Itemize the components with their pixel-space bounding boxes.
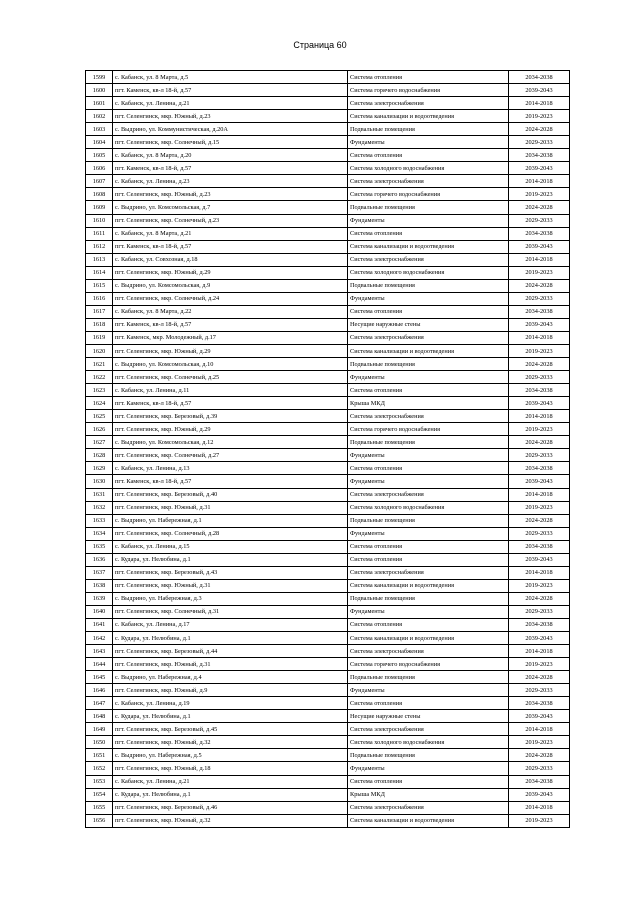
- table-row: [86, 553, 570, 566]
- system-cell: Система холодного водоснабжения: [348, 736, 509, 749]
- table-body: [86, 71, 570, 828]
- period-cell: 2034-2038: [509, 305, 570, 318]
- period-cell: 2024-2028: [509, 279, 570, 292]
- row-number: 1625: [86, 410, 113, 423]
- period-cell: 2039-2043: [509, 162, 570, 175]
- period-cell: 2039-2043: [509, 318, 570, 331]
- table-row: [86, 358, 570, 371]
- row-number: 1614: [86, 266, 113, 279]
- address-cell: с. Кудара, ул. Нелюбина, д.1: [113, 632, 348, 645]
- table-row: [86, 645, 570, 658]
- table-row: [86, 136, 570, 149]
- address-cell: пгт. Селенгинск, мкр. Южный, д.29: [113, 423, 348, 436]
- address-cell: с. Кабанск, ул. 8 Марта, д.20: [113, 149, 348, 162]
- address-cell: с. Кабанск, ул. Ленина, д.11: [113, 384, 348, 397]
- period-cell: 2029-2033: [509, 527, 570, 540]
- address-cell: с. Выдрино, ул. Коммунистическая, д.20А: [113, 123, 348, 136]
- row-number: 1647: [86, 697, 113, 710]
- row-number: 1632: [86, 501, 113, 514]
- system-cell: Система отопления: [348, 775, 509, 788]
- row-number: 1622: [86, 371, 113, 384]
- row-number: 1644: [86, 658, 113, 671]
- address-cell: с. Выдрино, ул. Комсомольская, д.10: [113, 358, 348, 371]
- period-cell: 2029-2033: [509, 371, 570, 384]
- row-number: 1631: [86, 488, 113, 501]
- row-number: 1641: [86, 618, 113, 631]
- row-number: 1654: [86, 788, 113, 801]
- system-cell: Фундаменты: [348, 371, 509, 384]
- system-cell: Система канализации и водоотведения: [348, 344, 509, 357]
- table-row: [86, 410, 570, 423]
- address-cell: с. Выдрино, ул. Набережная, д.1: [113, 514, 348, 527]
- row-number: 1617: [86, 305, 113, 318]
- system-cell: Подвальные помещения: [348, 671, 509, 684]
- table-row: [86, 305, 570, 318]
- period-cell: 2019-2023: [509, 266, 570, 279]
- table-row: [86, 449, 570, 462]
- system-cell: Подвальные помещения: [348, 514, 509, 527]
- address-cell: с. Выдрино, ул. Комсомольская, д.12: [113, 436, 348, 449]
- system-cell: Подвальные помещения: [348, 436, 509, 449]
- period-cell: 2034-2038: [509, 775, 570, 788]
- row-number: 1621: [86, 358, 113, 371]
- system-cell: Система горячего водоснабжения: [348, 188, 509, 201]
- address-cell: пгт. Селенгинск, мкр. Солнечный, д.15: [113, 136, 348, 149]
- row-number: 1623: [86, 384, 113, 397]
- row-number: 1613: [86, 253, 113, 266]
- period-cell: 2034-2038: [509, 149, 570, 162]
- period-cell: 2039-2043: [509, 553, 570, 566]
- period-cell: 2019-2023: [509, 344, 570, 357]
- period-cell: 2039-2043: [509, 84, 570, 97]
- row-number: 1634: [86, 527, 113, 540]
- period-cell: 2029-2033: [509, 605, 570, 618]
- system-cell: Система электроснабжения: [348, 331, 509, 344]
- address-cell: пгт. Каменск, кв-л 18-й, д.57: [113, 318, 348, 331]
- system-cell: Система электроснабжения: [348, 97, 509, 110]
- address-cell: с. Кудара, ул. Нелюбина, д.1: [113, 710, 348, 723]
- period-cell: 2019-2023: [509, 110, 570, 123]
- period-cell: 2024-2028: [509, 749, 570, 762]
- system-cell: Система канализации и водоотведения: [348, 814, 509, 827]
- table-row: [86, 110, 570, 123]
- table-row: [86, 775, 570, 788]
- period-cell: 2024-2028: [509, 358, 570, 371]
- row-number: 1639: [86, 592, 113, 605]
- system-cell: Система электроснабжения: [348, 801, 509, 814]
- system-cell: Система отопления: [348, 71, 509, 84]
- row-number: 1608: [86, 188, 113, 201]
- row-number: 1649: [86, 723, 113, 736]
- address-cell: пгт. Селенгинск, мкр. Солнечный, д.24: [113, 292, 348, 305]
- system-cell: Система электроснабжения: [348, 566, 509, 579]
- row-number: 1618: [86, 318, 113, 331]
- row-number: 1637: [86, 566, 113, 579]
- system-cell: Фундаменты: [348, 762, 509, 775]
- table-row: [86, 331, 570, 344]
- period-cell: 2019-2023: [509, 188, 570, 201]
- table-row: [86, 592, 570, 605]
- system-cell: Система электроснабжения: [348, 175, 509, 188]
- address-cell: пгт. Селенгинск, мкр. Солнечный, д.27: [113, 449, 348, 462]
- row-number: 1656: [86, 814, 113, 827]
- period-cell: 2034-2038: [509, 384, 570, 397]
- period-cell: 2034-2038: [509, 540, 570, 553]
- system-cell: Система отопления: [348, 618, 509, 631]
- system-cell: Система холодного водоснабжения: [348, 501, 509, 514]
- address-cell: пгт. Каменск, кв-л 18-й, д.57: [113, 475, 348, 488]
- period-cell: 2014-2018: [509, 645, 570, 658]
- table-row: [86, 344, 570, 357]
- table-row: [86, 749, 570, 762]
- address-cell: пгт. Селенгинск, мкр. Южный, д.29: [113, 266, 348, 279]
- address-cell: пгт. Селенгинск, мкр. Березовый, д.43: [113, 566, 348, 579]
- table-row: [86, 84, 570, 97]
- table-row: [86, 371, 570, 384]
- system-cell: Подвальные помещения: [348, 123, 509, 136]
- period-cell: 2034-2038: [509, 618, 570, 631]
- address-cell: пгт. Селенгинск, мкр. Березовый, д.40: [113, 488, 348, 501]
- address-cell: с. Кабанск, ул. Ленина, д.17: [113, 618, 348, 631]
- row-number: 1605: [86, 149, 113, 162]
- system-cell: Фундаменты: [348, 605, 509, 618]
- table-row: [86, 253, 570, 266]
- table-row: [86, 175, 570, 188]
- table-row: [86, 162, 570, 175]
- period-cell: 2029-2033: [509, 449, 570, 462]
- period-cell: 2029-2033: [509, 292, 570, 305]
- system-cell: Система холодного водоснабжения: [348, 162, 509, 175]
- address-cell: с. Кабанск, ул. 8 Марта, д.22: [113, 305, 348, 318]
- row-number: 1643: [86, 645, 113, 658]
- row-number: 1615: [86, 279, 113, 292]
- row-number: 1602: [86, 110, 113, 123]
- system-cell: Подвальные помещения: [348, 279, 509, 292]
- table-row: [86, 240, 570, 253]
- table-row: [86, 697, 570, 710]
- period-cell: 2029-2033: [509, 136, 570, 149]
- period-cell: 2014-2018: [509, 488, 570, 501]
- system-cell: Система отопления: [348, 540, 509, 553]
- row-number: 1606: [86, 162, 113, 175]
- address-cell: с. Кабанск, ул. Совхозная, д.18: [113, 253, 348, 266]
- system-cell: Фундаменты: [348, 136, 509, 149]
- system-cell: Система горячего водоснабжения: [348, 658, 509, 671]
- row-number: 1620: [86, 344, 113, 357]
- system-cell: Подвальные помещения: [348, 592, 509, 605]
- table-row: [86, 436, 570, 449]
- row-number: 1645: [86, 671, 113, 684]
- table-row: [86, 540, 570, 553]
- system-cell: Система канализации и водоотведения: [348, 110, 509, 123]
- row-number: 1655: [86, 801, 113, 814]
- period-cell: 2019-2023: [509, 658, 570, 671]
- period-cell: 2029-2033: [509, 762, 570, 775]
- table-row: [86, 97, 570, 110]
- address-cell: пгт. Селенгинск, мкр. Солнечный, д.28: [113, 527, 348, 540]
- address-cell: пгт. Селенгинск, мкр. Южный, д.29: [113, 344, 348, 357]
- address-cell: с. Кабанск, ул. Ленина, д.21: [113, 97, 348, 110]
- period-cell: 2014-2018: [509, 253, 570, 266]
- address-cell: с. Кабанск, ул. Ленина, д.23: [113, 175, 348, 188]
- row-number: 1629: [86, 462, 113, 475]
- repair-schedule-table: [85, 70, 570, 828]
- address-cell: пгт. Селенгинск, мкр. Южный, д.31: [113, 658, 348, 671]
- row-number: 1627: [86, 436, 113, 449]
- system-cell: Фундаменты: [348, 475, 509, 488]
- system-cell: Система канализации и водоотведения: [348, 240, 509, 253]
- address-cell: с. Кабанск, ул. Ленина, д.19: [113, 697, 348, 710]
- address-cell: с. Выдрино, ул. Комсомольская, д.9: [113, 279, 348, 292]
- table-row: [86, 423, 570, 436]
- period-cell: 2019-2023: [509, 579, 570, 592]
- table-row: [86, 762, 570, 775]
- system-cell: Фундаменты: [348, 449, 509, 462]
- row-number: 1648: [86, 710, 113, 723]
- row-number: 1642: [86, 632, 113, 645]
- address-cell: с. Выдрино, ул. Набережная, д.3: [113, 592, 348, 605]
- system-cell: Система канализации и водоотведения: [348, 632, 509, 645]
- period-cell: 2014-2018: [509, 566, 570, 579]
- system-cell: Несущие наружные стены: [348, 318, 509, 331]
- row-number: 1610: [86, 214, 113, 227]
- system-cell: Система отопления: [348, 697, 509, 710]
- table-row: [86, 214, 570, 227]
- period-cell: 2034-2038: [509, 697, 570, 710]
- row-number: 1604: [86, 136, 113, 149]
- address-cell: пгт. Каменск, кв-л 18-й, д.57: [113, 84, 348, 97]
- period-cell: 2024-2028: [509, 671, 570, 684]
- address-cell: пгт. Каменск, кв-л 18-й, д.57: [113, 397, 348, 410]
- table-row: [86, 566, 570, 579]
- address-cell: пгт. Селенгинск, мкр. Солнечный, д.31: [113, 605, 348, 618]
- row-number: 1607: [86, 175, 113, 188]
- table-row: [86, 684, 570, 697]
- address-cell: пгт. Селенгинск, мкр. Солнечный, д.25: [113, 371, 348, 384]
- table-row: [86, 501, 570, 514]
- table-row: [86, 188, 570, 201]
- row-number: 1652: [86, 762, 113, 775]
- system-cell: Система электроснабжения: [348, 410, 509, 423]
- table-row: [86, 579, 570, 592]
- system-cell: Система канализации и водоотведения: [348, 579, 509, 592]
- table-row: [86, 227, 570, 240]
- address-cell: пгт. Селенгинск, мкр. Березовый, д.39: [113, 410, 348, 423]
- system-cell: Система отопления: [348, 305, 509, 318]
- system-cell: Система отопления: [348, 227, 509, 240]
- period-cell: 2014-2018: [509, 331, 570, 344]
- row-number: 1600: [86, 84, 113, 97]
- system-cell: Система отопления: [348, 149, 509, 162]
- table-row: [86, 605, 570, 618]
- system-cell: Подвальные помещения: [348, 358, 509, 371]
- period-cell: 2019-2023: [509, 814, 570, 827]
- row-number: 1601: [86, 97, 113, 110]
- row-number: 1635: [86, 540, 113, 553]
- row-number: 1612: [86, 240, 113, 253]
- period-cell: 2019-2023: [509, 736, 570, 749]
- address-cell: пгт. Селенгинск, мкр. Южный, д.32: [113, 736, 348, 749]
- period-cell: 2039-2043: [509, 397, 570, 410]
- row-number: 1653: [86, 775, 113, 788]
- period-cell: 2024-2028: [509, 436, 570, 449]
- address-cell: пгт. Селенгинск, мкр. Березовый, д.44: [113, 645, 348, 658]
- address-cell: с. Кабанск, ул. Ленина, д.21: [113, 775, 348, 788]
- table-row: [86, 801, 570, 814]
- period-cell: 2024-2028: [509, 201, 570, 214]
- row-number: 1636: [86, 553, 113, 566]
- row-number: 1651: [86, 749, 113, 762]
- row-number: 1626: [86, 423, 113, 436]
- row-number: 1609: [86, 201, 113, 214]
- address-cell: пгт. Селенгинск, мкр. Южный, д.31: [113, 579, 348, 592]
- table-row: [86, 384, 570, 397]
- system-cell: Система отопления: [348, 462, 509, 475]
- system-cell: Система электроснабжения: [348, 488, 509, 501]
- table-row: [86, 149, 570, 162]
- table-row: [86, 279, 570, 292]
- system-cell: Фундаменты: [348, 292, 509, 305]
- row-number: 1616: [86, 292, 113, 305]
- period-cell: 2029-2033: [509, 684, 570, 697]
- table-row: [86, 814, 570, 827]
- period-cell: 2024-2028: [509, 592, 570, 605]
- table-row: [86, 266, 570, 279]
- table-row: [86, 671, 570, 684]
- address-cell: пгт. Селенгинск, мкр. Южный, д.32: [113, 814, 348, 827]
- system-cell: Фундаменты: [348, 684, 509, 697]
- table-row: [86, 462, 570, 475]
- system-cell: Система электроснабжения: [348, 723, 509, 736]
- address-cell: пгт. Селенгинск, мкр. Березовый, д.46: [113, 801, 348, 814]
- system-cell: Подвальные помещения: [348, 749, 509, 762]
- system-cell: Фундаменты: [348, 214, 509, 227]
- table-row: [86, 736, 570, 749]
- table-row: [86, 318, 570, 331]
- row-number: 1633: [86, 514, 113, 527]
- period-cell: 2019-2023: [509, 423, 570, 436]
- table-row: [86, 658, 570, 671]
- table-row: [86, 201, 570, 214]
- table-row: [86, 123, 570, 136]
- system-cell: Система отопления: [348, 553, 509, 566]
- address-cell: с. Выдрино, ул. Комсомольская, д.7: [113, 201, 348, 214]
- system-cell: Система холодного водоснабжения: [348, 266, 509, 279]
- address-cell: пгт. Каменск, мкр. Молодежный, д.17: [113, 331, 348, 344]
- period-cell: 2024-2028: [509, 514, 570, 527]
- period-cell: 2029-2033: [509, 214, 570, 227]
- row-number: 1650: [86, 736, 113, 749]
- period-cell: 2019-2023: [509, 501, 570, 514]
- address-cell: с. Кабанск, ул. 8 Марта, д.21: [113, 227, 348, 240]
- row-number: 1599: [86, 71, 113, 84]
- period-cell: 2039-2043: [509, 632, 570, 645]
- table-row: [86, 632, 570, 645]
- address-cell: пгт. Селенгинск, мкр. Солнечный, д.23: [113, 214, 348, 227]
- period-cell: 2039-2043: [509, 788, 570, 801]
- period-cell: 2014-2018: [509, 97, 570, 110]
- system-cell: Система электроснабжения: [348, 253, 509, 266]
- address-cell: пгт. Селенгинск, мкр. Южный, д.31: [113, 501, 348, 514]
- address-cell: пгт. Селенгинск, мкр. Южный, д.9: [113, 684, 348, 697]
- table-row: [86, 723, 570, 736]
- period-cell: 2039-2043: [509, 240, 570, 253]
- period-cell: 2039-2043: [509, 710, 570, 723]
- address-cell: с. Кабанск, ул. Ленина, д.13: [113, 462, 348, 475]
- table-row: [86, 397, 570, 410]
- address-cell: с. Кудара, ул. Нелюбина, д.1: [113, 788, 348, 801]
- address-cell: с. Выдрино, ул. Набережная, д.4: [113, 671, 348, 684]
- table-row: [86, 475, 570, 488]
- table-row: [86, 527, 570, 540]
- system-cell: Система горячего водоснабжения: [348, 423, 509, 436]
- row-number: 1611: [86, 227, 113, 240]
- system-cell: Система отопления: [348, 384, 509, 397]
- table-row: [86, 71, 570, 84]
- row-number: 1638: [86, 579, 113, 592]
- period-cell: 2014-2018: [509, 723, 570, 736]
- system-cell: Несущие наружные стены: [348, 710, 509, 723]
- period-cell: 2034-2038: [509, 462, 570, 475]
- table-row: [86, 514, 570, 527]
- row-number: 1603: [86, 123, 113, 136]
- address-cell: с. Кудара, ул. Нелюбина, д.1: [113, 553, 348, 566]
- table-row: [86, 488, 570, 501]
- table-row: [86, 710, 570, 723]
- period-cell: 2039-2043: [509, 475, 570, 488]
- address-cell: с. Кабанск, ул. Ленина, д.15: [113, 540, 348, 553]
- system-cell: Система горячего водоснабжения: [348, 84, 509, 97]
- period-cell: 2034-2038: [509, 227, 570, 240]
- row-number: 1628: [86, 449, 113, 462]
- table-row: [86, 618, 570, 631]
- period-cell: 2014-2018: [509, 175, 570, 188]
- row-number: 1646: [86, 684, 113, 697]
- row-number: 1630: [86, 475, 113, 488]
- system-cell: Фундаменты: [348, 527, 509, 540]
- address-cell: с. Выдрино, ул. Набережная, д.5: [113, 749, 348, 762]
- address-cell: пгт. Каменск, кв-л 18-й, д.57: [113, 162, 348, 175]
- table-row: [86, 788, 570, 801]
- address-cell: пгт. Селенгинск, мкр. Южный, д.18: [113, 762, 348, 775]
- system-cell: Крыша МКД: [348, 397, 509, 410]
- period-cell: 2014-2018: [509, 801, 570, 814]
- period-cell: 2034-2038: [509, 71, 570, 84]
- system-cell: Система электроснабжения: [348, 645, 509, 658]
- row-number: 1640: [86, 605, 113, 618]
- address-cell: пгт. Каменск, кв-л 18-й, д.57: [113, 240, 348, 253]
- period-cell: 2014-2018: [509, 410, 570, 423]
- address-cell: пгт. Селенгинск, мкр. Южный, д.23: [113, 110, 348, 123]
- system-cell: Крыша МКД: [348, 788, 509, 801]
- address-cell: пгт. Селенгинск, мкр. Южный, д.23: [113, 188, 348, 201]
- system-cell: Подвальные помещения: [348, 201, 509, 214]
- address-cell: с. Кабанск, ул. 8 Марта, д.5: [113, 71, 348, 84]
- address-cell: пгт. Селенгинск, мкр. Березовый, д.45: [113, 723, 348, 736]
- page-title: Страница 60: [293, 40, 347, 50]
- table-row: [86, 292, 570, 305]
- row-number: 1624: [86, 397, 113, 410]
- row-number: 1619: [86, 331, 113, 344]
- period-cell: 2024-2028: [509, 123, 570, 136]
